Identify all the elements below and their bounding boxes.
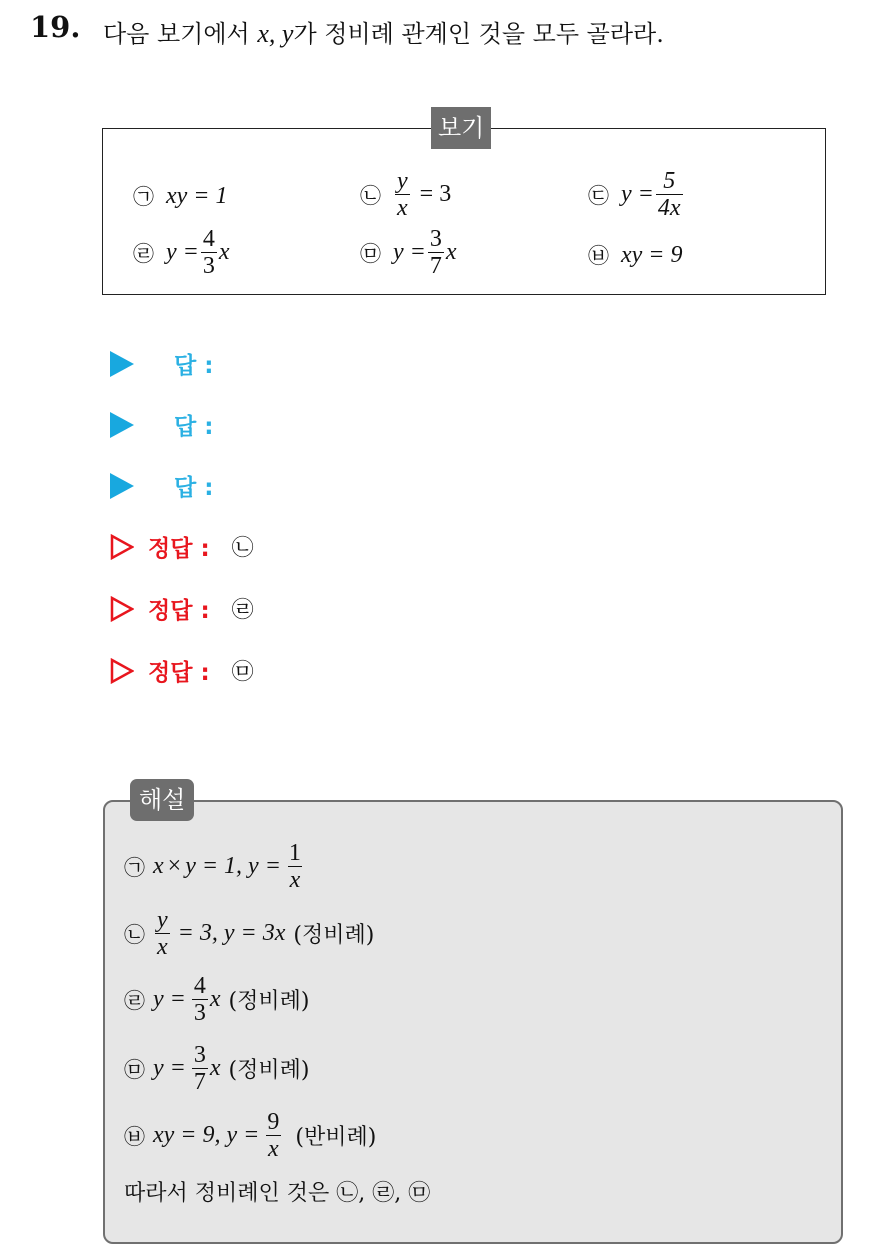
- correct-row-2: [110, 592, 254, 625]
- bogi-lhs: y =: [621, 181, 654, 207]
- correct-label: 정답 :: [148, 660, 210, 686]
- fraction-numerator: y: [157, 907, 168, 933]
- fraction-denominator: 3: [202, 253, 215, 279]
- fraction-denominator: 7: [429, 253, 442, 279]
- bogi-marker: ㉣: [133, 241, 154, 266]
- answer-label: 답 :: [174, 475, 214, 501]
- fraction-numerator: 9: [267, 1109, 280, 1135]
- triangle-outline-icon: [110, 534, 134, 560]
- question-text-after: 가 정비례 관계인 것을 모두 골라라.: [293, 20, 664, 48]
- solution-conclusion: [124, 1176, 430, 1207]
- answer-row-3: [110, 469, 213, 502]
- solution-line-2: [124, 907, 374, 960]
- solution-line-4: [124, 1042, 309, 1095]
- solution-line-3: [124, 973, 309, 1026]
- solution-lhs: xy = 9, y =: [153, 1122, 260, 1148]
- correct-value: ㉤: [231, 660, 254, 685]
- bogi-marker: ㉢: [588, 183, 609, 208]
- solution-marker: ㉠: [124, 855, 145, 880]
- fraction: [192, 1042, 208, 1095]
- question-number: 19.: [30, 10, 81, 44]
- fraction-denominator: x: [268, 1136, 279, 1162]
- solution-tail: x: [209, 1055, 221, 1081]
- bogi-item-3: [588, 168, 685, 221]
- bogi-item-1: [133, 181, 228, 211]
- answer-label: 답 :: [174, 353, 214, 379]
- conclusion-text: 따라서 정비례인 것은 ㉡, ㉣, ㉤: [124, 1181, 431, 1206]
- triangle-outline-icon: [110, 596, 134, 622]
- fraction-numerator: 5: [663, 168, 676, 194]
- solution-lhs: y =: [153, 1055, 186, 1081]
- correct-row-1: [110, 530, 254, 563]
- fraction-numerator: 4: [193, 973, 206, 999]
- correct-value: ㉡: [231, 536, 254, 561]
- solution-marker: ㉥: [124, 1124, 145, 1149]
- bogi-expr: xy = 9: [621, 241, 683, 268]
- bogi-lhs: y =: [166, 239, 199, 265]
- bogi-lhs: y =: [393, 239, 426, 265]
- fraction: [265, 1109, 281, 1162]
- fraction-denominator: x: [289, 867, 301, 893]
- answer-row-2: [110, 408, 213, 441]
- solution-label: 해설: [130, 779, 194, 821]
- question-vars: x, y: [257, 19, 294, 48]
- solution-marker: ㉡: [124, 922, 145, 947]
- fraction-denominator: 3: [193, 1000, 206, 1026]
- answer-row-1: [110, 347, 213, 380]
- solution-note: (정비례): [228, 1058, 310, 1083]
- bogi-tail: x: [445, 239, 457, 265]
- correct-label: 정답 :: [148, 598, 210, 624]
- correct-label: 정답 :: [148, 536, 210, 562]
- solution-line-1: [124, 840, 305, 893]
- solution-var-x: x: [153, 853, 164, 879]
- fraction-numerator: 1: [288, 840, 301, 866]
- times-symbol: ×: [167, 853, 182, 879]
- fraction-numerator: 4: [202, 226, 215, 252]
- fraction: [395, 168, 410, 221]
- bogi-tail: x: [218, 239, 230, 265]
- bogi-rhs: = 3: [419, 181, 452, 207]
- fraction: [287, 840, 303, 893]
- fraction: [656, 168, 683, 221]
- bogi-item-2: [360, 168, 459, 221]
- fraction-numerator: 3: [429, 226, 442, 252]
- correct-value: ㉣: [231, 598, 254, 623]
- fraction: [428, 226, 444, 279]
- solution-expr: = 3, y = 3x: [177, 920, 286, 946]
- bogi-item-6: [588, 240, 683, 270]
- question-text: [103, 14, 664, 49]
- solution-marker: ㉣: [124, 988, 145, 1013]
- fraction-denominator: x: [157, 934, 168, 960]
- fraction: [201, 226, 217, 279]
- solution-note: (반비례): [295, 1125, 377, 1150]
- question-text-before: 다음 보기에서: [103, 20, 250, 48]
- answer-label: 답 :: [174, 414, 214, 440]
- bogi-marker: ㉠: [133, 185, 154, 209]
- triangle-filled-icon: [110, 473, 134, 499]
- bogi-marker: ㉤: [360, 241, 381, 266]
- solution-tail: x: [209, 986, 221, 1012]
- solution-expr: y = 1, y =: [185, 853, 281, 879]
- solution-note: (정비례): [293, 923, 375, 948]
- bogi-item-4: [133, 226, 230, 279]
- fraction: [192, 973, 208, 1026]
- fraction-denominator: 7: [193, 1069, 206, 1095]
- triangle-filled-icon: [110, 351, 134, 377]
- fraction-numerator: y: [397, 168, 408, 194]
- fraction-denominator: 4x: [657, 195, 681, 221]
- fraction-numerator: 3: [193, 1042, 206, 1068]
- solution-note: (정비례): [228, 989, 310, 1014]
- solution-marker: ㉤: [124, 1057, 145, 1082]
- correct-row-3: [110, 654, 254, 687]
- solution-line-5: [124, 1109, 376, 1162]
- bogi-marker: ㉡: [360, 183, 381, 208]
- triangle-filled-icon: [110, 412, 134, 438]
- bogi-expr: xy = 1: [166, 182, 228, 209]
- bogi-item-5: [360, 226, 457, 279]
- bogi-label: 보기: [431, 107, 491, 149]
- solution-lhs: y =: [153, 986, 186, 1012]
- bogi-marker: ㉥: [588, 244, 609, 268]
- fraction: [155, 907, 170, 960]
- fraction-denominator: x: [397, 195, 408, 221]
- triangle-outline-icon: [110, 658, 134, 684]
